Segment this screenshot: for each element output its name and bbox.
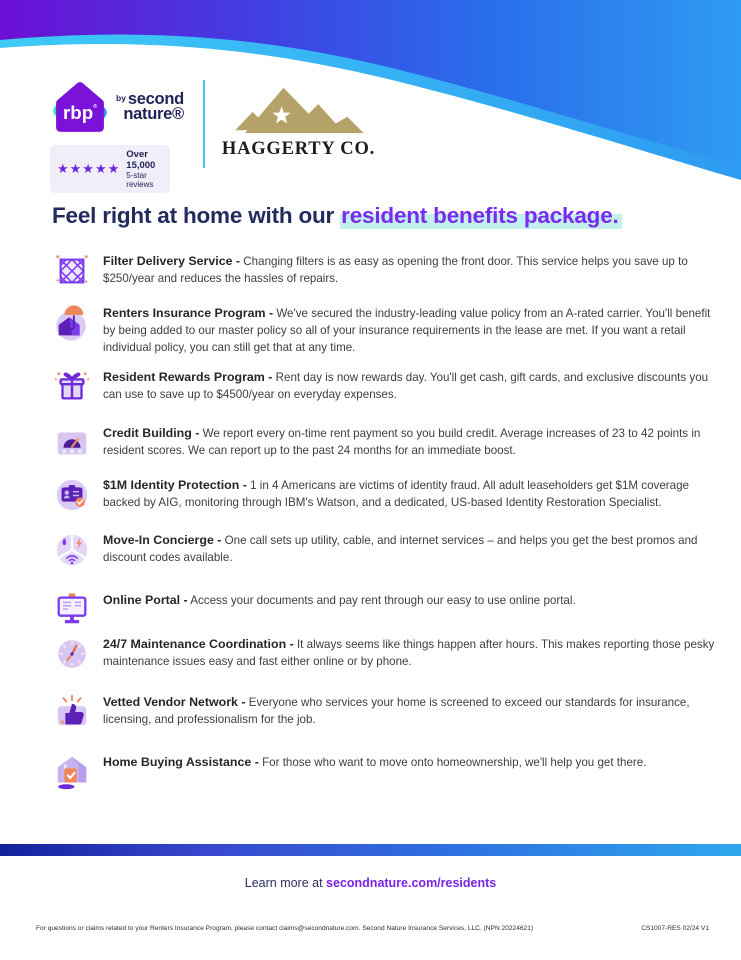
benefit-title: Move-In Concierge - [103, 533, 222, 548]
brand-word-nature: nature® [123, 104, 184, 123]
benefit-row [52, 753, 722, 791]
benefit-title: 24/7 Maintenance Coordination - [103, 637, 294, 652]
benefit-title: Online Portal - [103, 593, 188, 608]
benefit-description: One call sets up utility, cable, and internet services – and helps you get the best promos and discount codes available. [103, 534, 698, 565]
benefit-title: Vetted Vendor Network - [103, 695, 246, 710]
benefit-description: Changing filters is as easy as opening the front door. This service helps you save up to $250/year and reduces the hassles of repairs. [103, 255, 688, 285]
benefit-text [103, 476, 722, 512]
benefit-description: 1 in 4 Americans are victims of identity fraud. All adult leaseholders get $1M coverage backed by AIG, monitoring through IBM's Watson, and a dedicated, US-based Identity Restoration Specialist. [103, 479, 689, 510]
learn-more [0, 876, 741, 890]
benefit-text [103, 304, 722, 356]
benefit-description: Everyone who services your home is screened to exceed our standards for insurance, licensing, and professionalism for the job. [103, 696, 690, 727]
utilities-icon [52, 531, 92, 569]
benefit-row [52, 304, 722, 356]
rbp-logo-icon [50, 76, 110, 138]
by-label: by [116, 93, 126, 103]
fineprint [36, 925, 709, 932]
benefit-title: Renters Insurance Program - [103, 306, 274, 320]
reviews-label: 5-star reviews [126, 171, 154, 189]
svg-text:rbp: rbp [63, 102, 94, 124]
benefit-description: It always seems like things happen after hours. This makes reporting those pesky maintenance issues easy and fast either online or by phone. [103, 638, 715, 669]
mountain-icon [231, 80, 366, 136]
svg-text:★ ★ ★: ★ ★ ★ [61, 448, 83, 456]
thumbs-up-icon [52, 693, 92, 731]
header-divider [203, 80, 205, 168]
benefit-text [103, 531, 722, 567]
benefit-title: $1M Identity Protection - [103, 478, 247, 493]
benefit-description: Access your documents and pay rent through our easy to use online portal. [190, 594, 576, 608]
five-stars-icon: ★★★★★ [57, 161, 121, 176]
disclaimer-text: For questions or claims related to your Renters Insurance Program, please contact claims@secondnature.com. Second Nature Insurance Services, LLC. (NPN 20224621) [36, 925, 534, 932]
header [50, 76, 375, 193]
benefit-description: We report every on-time rent payment so you build credit. Average increases of 23 to 42 points in resident scores. We can report up to the past 24 months for an immediate boost. [103, 427, 701, 458]
benefit-row [52, 591, 722, 629]
clock-icon [52, 635, 92, 673]
benefit-text [103, 635, 722, 671]
benefit-text [103, 591, 576, 610]
benefit-row [52, 476, 722, 514]
benefit-row [52, 531, 722, 569]
benefit-title: Credit Building - [103, 426, 200, 441]
residents-link[interactable]: secondnature.com/residents [326, 876, 497, 890]
benefit-title: Home Buying Assistance - [103, 755, 259, 770]
rbp-brand-block [50, 76, 184, 193]
benefit-description: For those who want to move onto homeownership, we'll help you get there. [262, 756, 647, 770]
benefit-title: Filter Delivery Service - [103, 254, 241, 268]
partner-name: HAGGERTY CO. [221, 139, 376, 159]
benefit-text [103, 368, 722, 404]
benefit-text [103, 252, 722, 288]
benefit-text [103, 424, 722, 460]
benefit-title: Resident Rewards Program - [103, 370, 273, 385]
credit-gauge-icon [52, 424, 92, 462]
id-badge-icon [52, 476, 92, 514]
svg-text:®: ® [93, 103, 98, 110]
benefit-row [52, 424, 722, 462]
benefit-row [52, 693, 722, 731]
headline-highlight: resident benefits package. [340, 203, 621, 229]
reviews-count: Over 15,000 [126, 149, 156, 171]
benefit-text [103, 693, 722, 729]
benefit-description: Rent day is now rewards day. You'll get cash, gift cards, and exclusive discounts you can use to save up to $4500/year on everyday expenses. [103, 371, 709, 402]
benefits-list [52, 252, 722, 791]
brand-word-second: second [127, 90, 184, 108]
gift-icon [52, 368, 92, 406]
umbrella-house-icon [52, 304, 92, 342]
benefit-row [52, 368, 722, 406]
bottom-gradient-bar [0, 844, 741, 856]
filter-icon [52, 252, 92, 290]
house-sold-icon [52, 753, 92, 791]
benefit-text [103, 753, 646, 772]
benefit-row [52, 635, 722, 673]
partner-logo-block [222, 80, 375, 160]
reviews-badge [50, 145, 170, 193]
doc-code: CS1007-RES 02/24 V1 [641, 925, 709, 932]
monitor-icon [52, 591, 92, 629]
page-title [52, 203, 712, 229]
benefit-description: We've secured the industry-leading value policy from an A-rated carrier. You'll benefit by being added to our master policy so all of your insurance requirements in the lease are met. If you want a retail individual policy, you can still get that at any time. [103, 307, 711, 354]
second-nature-wordmark [116, 92, 184, 121]
benefit-row [52, 252, 722, 290]
learn-more-prefix: Learn more at [244, 876, 327, 890]
headline-prefix: Feel right at home with our [52, 203, 341, 228]
